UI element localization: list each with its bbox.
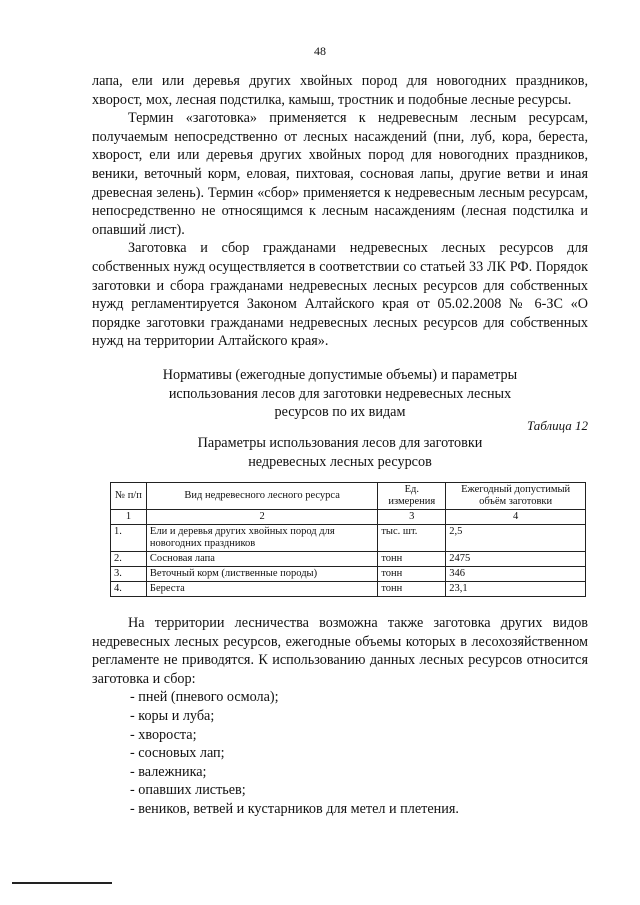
- cell-number: 2.: [111, 552, 147, 567]
- cell-unit: тонн: [378, 567, 446, 582]
- table-row: [111, 567, 586, 582]
- cell-resource: Сосновая лапа: [146, 552, 377, 567]
- resources-table: [110, 482, 586, 597]
- column-number-2: 2: [146, 510, 377, 525]
- section-heading-line-1: Нормативы (ежегодные допустимые объемы) и параметры: [162, 367, 518, 383]
- table-title-line-2: недревесных лесных ресурсов: [248, 453, 432, 470]
- list-item: - сосновых лап;: [130, 745, 225, 762]
- table-title: [92, 434, 588, 471]
- cell-resource: Ели и деревья других хвойных пород для новогодних праздников: [146, 525, 377, 552]
- paragraph-2: Термин «заготовка» применяется к недревесным лесным ресурсам, получаемым непосредственно от лесных насаждений (пни, луб, кора, береста, хворост, ели или деревья других хвойных пород для новогодних праздников, веники, веточный корм, еловая, пихтовая, сосновая лапы, другие ветви и иная древесная зелень). Термин «сбор» применяется к недревесным лесным ресурсам, непосредственно не относящимся к лесным насаждениям (лесная подстилка и опавший лист).: [92, 110, 588, 238]
- section-heading-line-2: использования лесов для заготовки недревесных лесных: [168, 385, 512, 402]
- cell-volume: 23,1: [446, 582, 586, 597]
- list-item: - пней (пневого осмола);: [130, 689, 279, 706]
- column-number-3: 3: [378, 510, 446, 525]
- section-heading: [92, 366, 588, 422]
- list-item: - коры и луба;: [130, 707, 215, 724]
- column-number-4: 4: [446, 510, 586, 525]
- cell-number: 4.: [111, 582, 147, 597]
- cell-volume: 346: [446, 567, 586, 582]
- table-header-row: [111, 483, 586, 510]
- cell-volume: 2475: [446, 552, 586, 567]
- header-resource-type: Вид недревесного лесного ресурса: [146, 483, 377, 510]
- paragraph-3: Заготовка и сбор гражданами недревесных лесных ресурсов для собственных нужд осуществляется в соответствии со статьей 33 ЛК РФ. Порядок заготовки и сбора гражданами недревесных лесных ресурсов для собственных нужд регламентируется Законом Алтайского края от 05.02.2008 № 6-ЗС «О порядке заготовки гражданами недревесных лесных ресурсов для собственных нужд на территории Алтайского края».: [92, 240, 588, 350]
- page-number: 48: [314, 44, 326, 58]
- header-number: № п/п: [111, 483, 147, 510]
- cell-resource: Веточный корм (лиственные породы): [146, 567, 377, 582]
- cell-resource: Береста: [146, 582, 377, 597]
- cell-volume: 2,5: [446, 525, 586, 552]
- table-column-numbers-row: [111, 510, 586, 525]
- table-caption: Таблица 12: [526, 418, 588, 433]
- table-row: [111, 582, 586, 597]
- table-row: [111, 525, 586, 552]
- cell-unit: тыс. шт.: [378, 525, 446, 552]
- closing-paragraph: На территории лесничества возможна также заготовка других видов недревесных лесных ресурсов, ежегодные объемы которых в лесохозяйственном регламенте не приводятся. К использованию данных лесных ресурсов относится заготовка и сбор:: [92, 615, 588, 687]
- cell-number: 3.: [111, 567, 147, 582]
- header-annual-volume: Ежегодный допустимый объём заготовки: [446, 483, 586, 510]
- list-item: - опавших листьев;: [130, 782, 246, 799]
- cell-number: 1.: [111, 525, 147, 552]
- resource-list: [92, 688, 588, 818]
- table-row: [111, 552, 586, 567]
- header-unit: Ед. измерения: [378, 483, 446, 510]
- cell-unit: тонн: [378, 552, 446, 567]
- list-item: - валежника;: [130, 763, 207, 780]
- cell-unit: тонн: [378, 582, 446, 597]
- intro-text: [92, 72, 588, 351]
- list-item: - хвороста;: [130, 726, 197, 743]
- list-item: - веников, ветвей и кустарников для метел и плетения.: [130, 800, 459, 817]
- footnote-divider: [12, 882, 112, 884]
- closing-text: [92, 614, 588, 819]
- column-number-1: 1: [111, 510, 147, 525]
- table-title-line-1: Параметры использования лесов для заготовки: [197, 435, 483, 451]
- paragraph-1: лапа, ели или деревья других хвойных пород для новогодних праздников, хворост, мох, лесная подстилка, камыш, тростник и подобные лесные ресурсы.: [92, 73, 588, 108]
- section-heading-line-3: ресурсов по их видам: [274, 404, 406, 421]
